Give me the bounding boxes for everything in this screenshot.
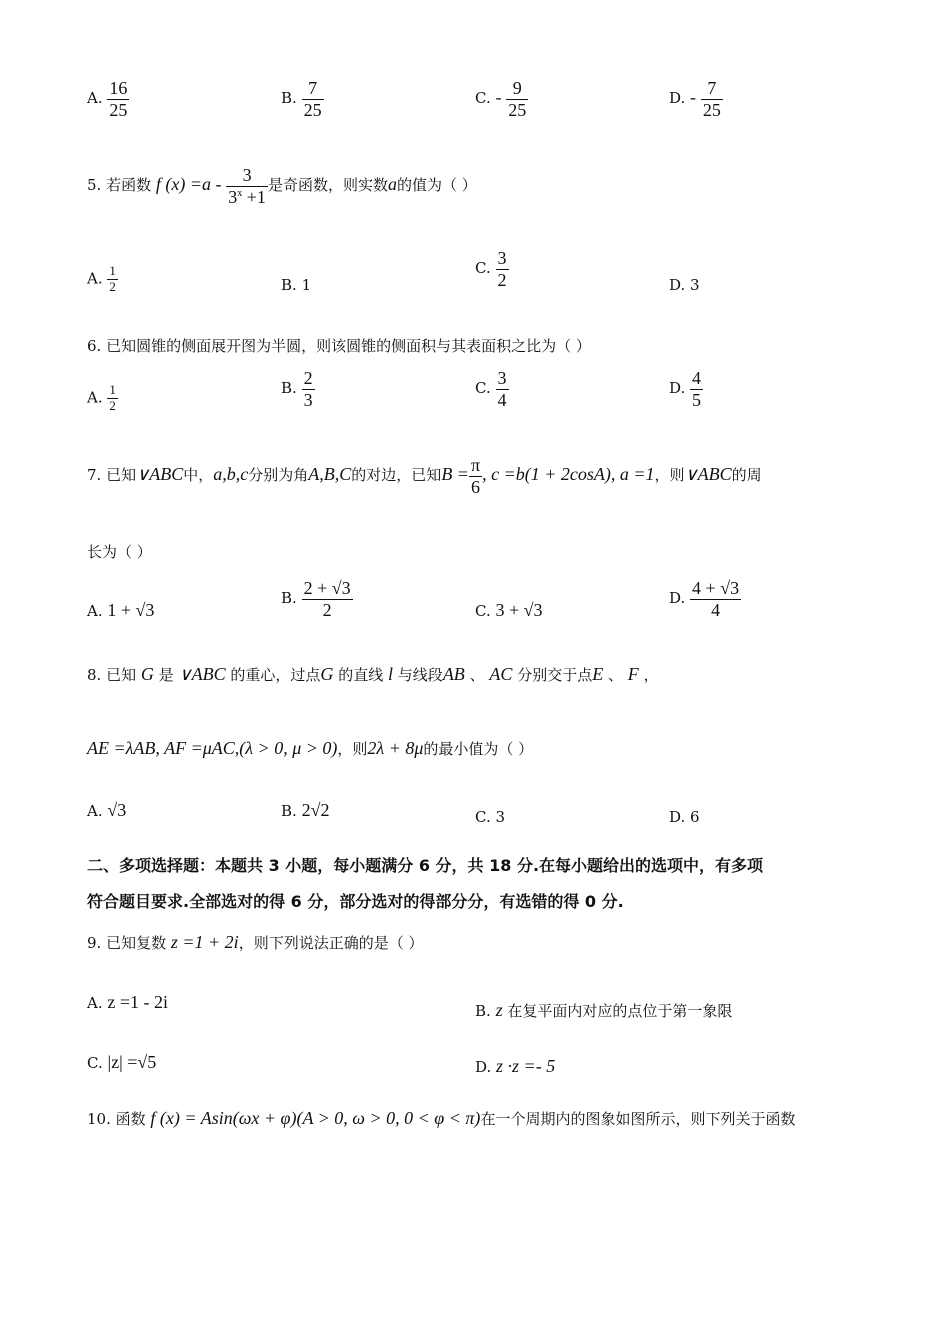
q7-stem-line2: 长为（ ） bbox=[87, 543, 152, 561]
q8-option-c[interactable]: C. 3 bbox=[475, 808, 506, 826]
q5-option-d[interactable]: D. 3 bbox=[669, 276, 700, 294]
q4-option-d-fraction: $\frac{7}{25}$ bbox=[702, 78, 721, 120]
q4-option-b[interactable]: B. $\frac{7}{25}$ bbox=[281, 78, 322, 120]
q5-option-c-fraction: $\frac{3}{2}$ bbox=[497, 248, 507, 290]
q6-option-b-fraction: $\frac{2}{3}$ bbox=[303, 368, 313, 410]
section2-title-line1: 二、多项选择题：本题共 3 小题，每小题满分 6 分，共 18 分.在每小题给出的选项中，有多项 bbox=[87, 856, 764, 875]
q6-option-b[interactable]: B. $\frac{2}{3}$ bbox=[281, 368, 313, 410]
q6-stem: 6. 已知圆锥的侧面展开图为半圆，则该圆锥的侧面积与其表面积之比为（ ） bbox=[87, 337, 591, 355]
q7-option-b[interactable]: B. $\frac{2 + √3}{2}$ bbox=[281, 578, 351, 620]
q4-option-c[interactable]: C. - $\frac{9}{25}$ bbox=[475, 78, 527, 120]
q9-option-b[interactable]: B. z 在复平面内对应的点位于第一象限 bbox=[475, 1000, 733, 1020]
q9-stem: 9. 已知复数 z =1 + 2i，则下列说法正确的是（ ） bbox=[87, 932, 424, 952]
q8-option-b[interactable]: B. 2√2 bbox=[281, 800, 330, 820]
q7-pi-over-6: $\frac{\pi}{6}$ bbox=[470, 455, 481, 497]
q9-option-d[interactable]: D. z ·z =- 5 bbox=[475, 1056, 556, 1076]
q9-option-a[interactable]: A. z =1 - 2i bbox=[87, 992, 169, 1012]
q5-option-a[interactable]: A. $\frac{1}{2}$ bbox=[87, 263, 116, 294]
q6-option-d-fraction: $\frac{4}{5}$ bbox=[692, 368, 702, 410]
q7-option-b-fraction: $\frac{2 + √3}{2}$ bbox=[303, 578, 351, 620]
q6-option-c-fraction: $\frac{3}{4}$ bbox=[497, 368, 507, 410]
q9-option-c[interactable]: C. |z| =√5 bbox=[87, 1052, 157, 1072]
q7-option-d-fraction: $\frac{4 + √3}{4}$ bbox=[692, 578, 740, 620]
q8-option-d[interactable]: D. 6 bbox=[669, 808, 700, 826]
q4-option-b-fraction: $\frac{7}{25}$ bbox=[303, 78, 322, 120]
q6-option-a[interactable]: A. $\frac{1}{2}$ bbox=[87, 382, 116, 413]
q7-option-a[interactable]: A. 1 + √3 bbox=[87, 600, 155, 620]
q7-stem: 7. 已知∨ABC中，a,b,c分别为角A,B,C的对边，已知B = $\frac{\pi}{6}$ , c =b(1 + 2cosA), a =1，则∨ABC的周 bbox=[87, 455, 762, 497]
q5-option-b[interactable]: B. 1 bbox=[281, 276, 312, 294]
q6-option-c[interactable]: C. $\frac{3}{4}$ bbox=[475, 368, 507, 410]
q4-option-d[interactable]: D. - $\frac{7}{25}$ bbox=[669, 78, 721, 120]
q6-option-d[interactable]: D. $\frac{4}{5}$ bbox=[669, 368, 702, 410]
q4-option-a-fraction: $\frac{16}{25}$ bbox=[109, 78, 128, 120]
q5-stem: 5. 若函数 f (x) =a - $\frac{3}{3^x +1}$ 是奇函数，则实数a的值为（ ） bbox=[87, 165, 477, 207]
q5-option-c[interactable]: C. $\frac{3}{2}$ bbox=[475, 248, 507, 290]
q7-option-c[interactable]: C. 3 + √3 bbox=[475, 600, 543, 620]
q8-stem: 8. 已知 G 是 ∨ABC 的重心，过点G 的直线 l 与线段AB 、 AC 分别交于点E 、 F ， bbox=[87, 664, 659, 684]
q6-option-a-fraction: $\frac{1}{2}$ bbox=[109, 382, 116, 413]
q5-fraction: $\frac{3}{3^x +1}$ bbox=[228, 165, 266, 207]
q5-option-a-fraction: $\frac{1}{2}$ bbox=[109, 263, 116, 294]
q4-option-c-fraction: $\frac{9}{25}$ bbox=[508, 78, 527, 120]
q7-option-d[interactable]: D. $\frac{4 + √3}{4}$ bbox=[669, 578, 740, 620]
section2-title-line2: 符合题目要求.全部选对的得 6 分，部分选对的得部分分，有选错的得 0 分. bbox=[87, 892, 624, 911]
q10-stem: 10. 函数 f (x) = Asin(ωx + φ)(A > 0, ω > 0, 0 < φ < π)在一个周期内的图象如图所示，则下列关于函数 bbox=[87, 1108, 796, 1128]
q4-option-a[interactable]: A. $\frac{16}{25}$ bbox=[87, 78, 128, 120]
q8-stem-line2: AE =λAB, AF =μAC,(λ > 0, μ > 0)，则2λ + 8μ的最小值为（ ） bbox=[87, 738, 534, 758]
q8-option-a[interactable]: A. √3 bbox=[87, 800, 127, 820]
